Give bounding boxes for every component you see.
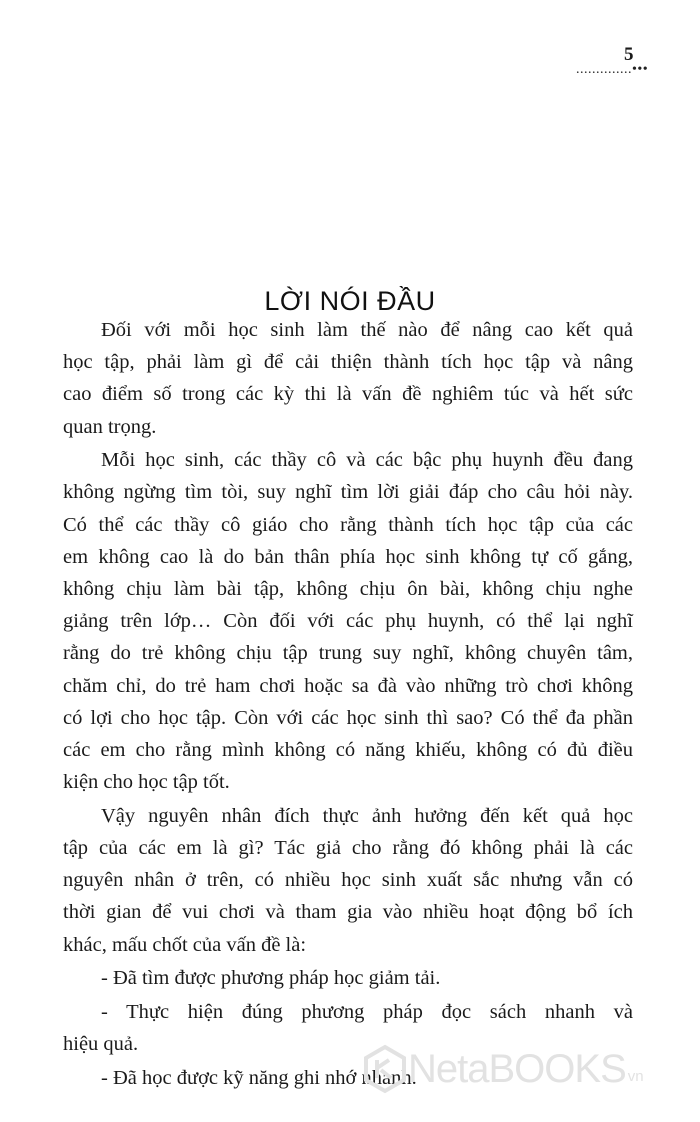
header-ornament: ..............••• xyxy=(576,62,649,77)
text-line: học tập, phải làm gì để cải thiện thành tích học tập và nâng xyxy=(63,351,633,374)
paragraph xyxy=(63,800,633,961)
text-line: kiện cho học tập tốt. xyxy=(63,771,230,794)
text-line: khác, mấu chốt của vấn đề là: xyxy=(63,933,307,956)
netabooks-logo-icon xyxy=(362,1044,408,1094)
text-line: quan trọng. xyxy=(63,415,157,438)
text-line: Có thể các thầy cô giáo cho rằng thành tích học tập của các xyxy=(63,513,633,536)
paragraph xyxy=(63,444,633,798)
text-line: chăm chỉ, do trẻ ham chơi hoặc sa đà vào những trò chơi không xyxy=(63,674,633,697)
watermark-suffix: vn xyxy=(627,1067,644,1085)
text-line: Vậy nguyên nhân đích thực ảnh hưởng đến kết quả học xyxy=(101,804,633,827)
text-line: cao điểm số trong các kỳ thi là vấn đề nghiêm túc và hết sức xyxy=(63,383,633,406)
text-line: em không cao là do bản thân phía học sinh không tự cố gắng, xyxy=(63,545,633,568)
page-title: LỜI NÓI ĐẦU xyxy=(264,286,436,316)
text-line: không ngừng tìm tòi, suy nghĩ tìm lời giải đáp cho câu hỏi này. xyxy=(63,481,633,504)
text-line: rằng do trẻ không chịu tập trung suy nghĩ, không chuyên tâm, xyxy=(63,642,633,665)
text-line: - Đã tìm được phương pháp học giảm tải. xyxy=(101,967,441,990)
text-line: nguyên nhân ở trên, có nhiều học sinh xuất sắc nhưng vẫn có xyxy=(63,869,633,892)
text-line: các em cho rằng mình không có năng khiếu, không có đủ điều xyxy=(63,738,633,761)
text-line: - Thực hiện đúng phương pháp đọc sách nhanh và xyxy=(101,1000,633,1023)
text-line: tập của các em là gì? Tác giả cho rằng đó không phải là các xyxy=(63,837,633,859)
text-line: không chịu làm bài tập, không chịu ôn bài, không chịu nghe xyxy=(63,578,633,600)
text-line: Mỗi học sinh, các thầy cô và các bậc phụ huynh đều đang xyxy=(101,449,633,472)
page-number: 5 xyxy=(624,44,634,65)
paragraph xyxy=(63,314,633,443)
text-line: - Đã học được kỹ năng ghi nhớ nhanh. xyxy=(101,1066,417,1089)
watermark xyxy=(362,1044,644,1094)
text-line: hiệu quả. xyxy=(63,1033,139,1056)
paragraph xyxy=(63,962,633,994)
text-line: Đối với mỗi học sinh làm thế nào để nâng cao kết quả xyxy=(101,319,633,341)
watermark-brand: NetaBOOKS xyxy=(408,1046,626,1091)
text-line: giảng trên lớp… Còn đối với các phụ huynh, có thể lại nghĩ xyxy=(63,610,633,633)
body-text xyxy=(63,314,633,1096)
text-line: có lợi cho học tập. Còn với các học sinh thì sao? Có thể đa phần xyxy=(63,706,633,729)
text-line: thời gian để vui chơi và tham gia vào nhiều hoạt động bổ ích xyxy=(63,901,633,924)
